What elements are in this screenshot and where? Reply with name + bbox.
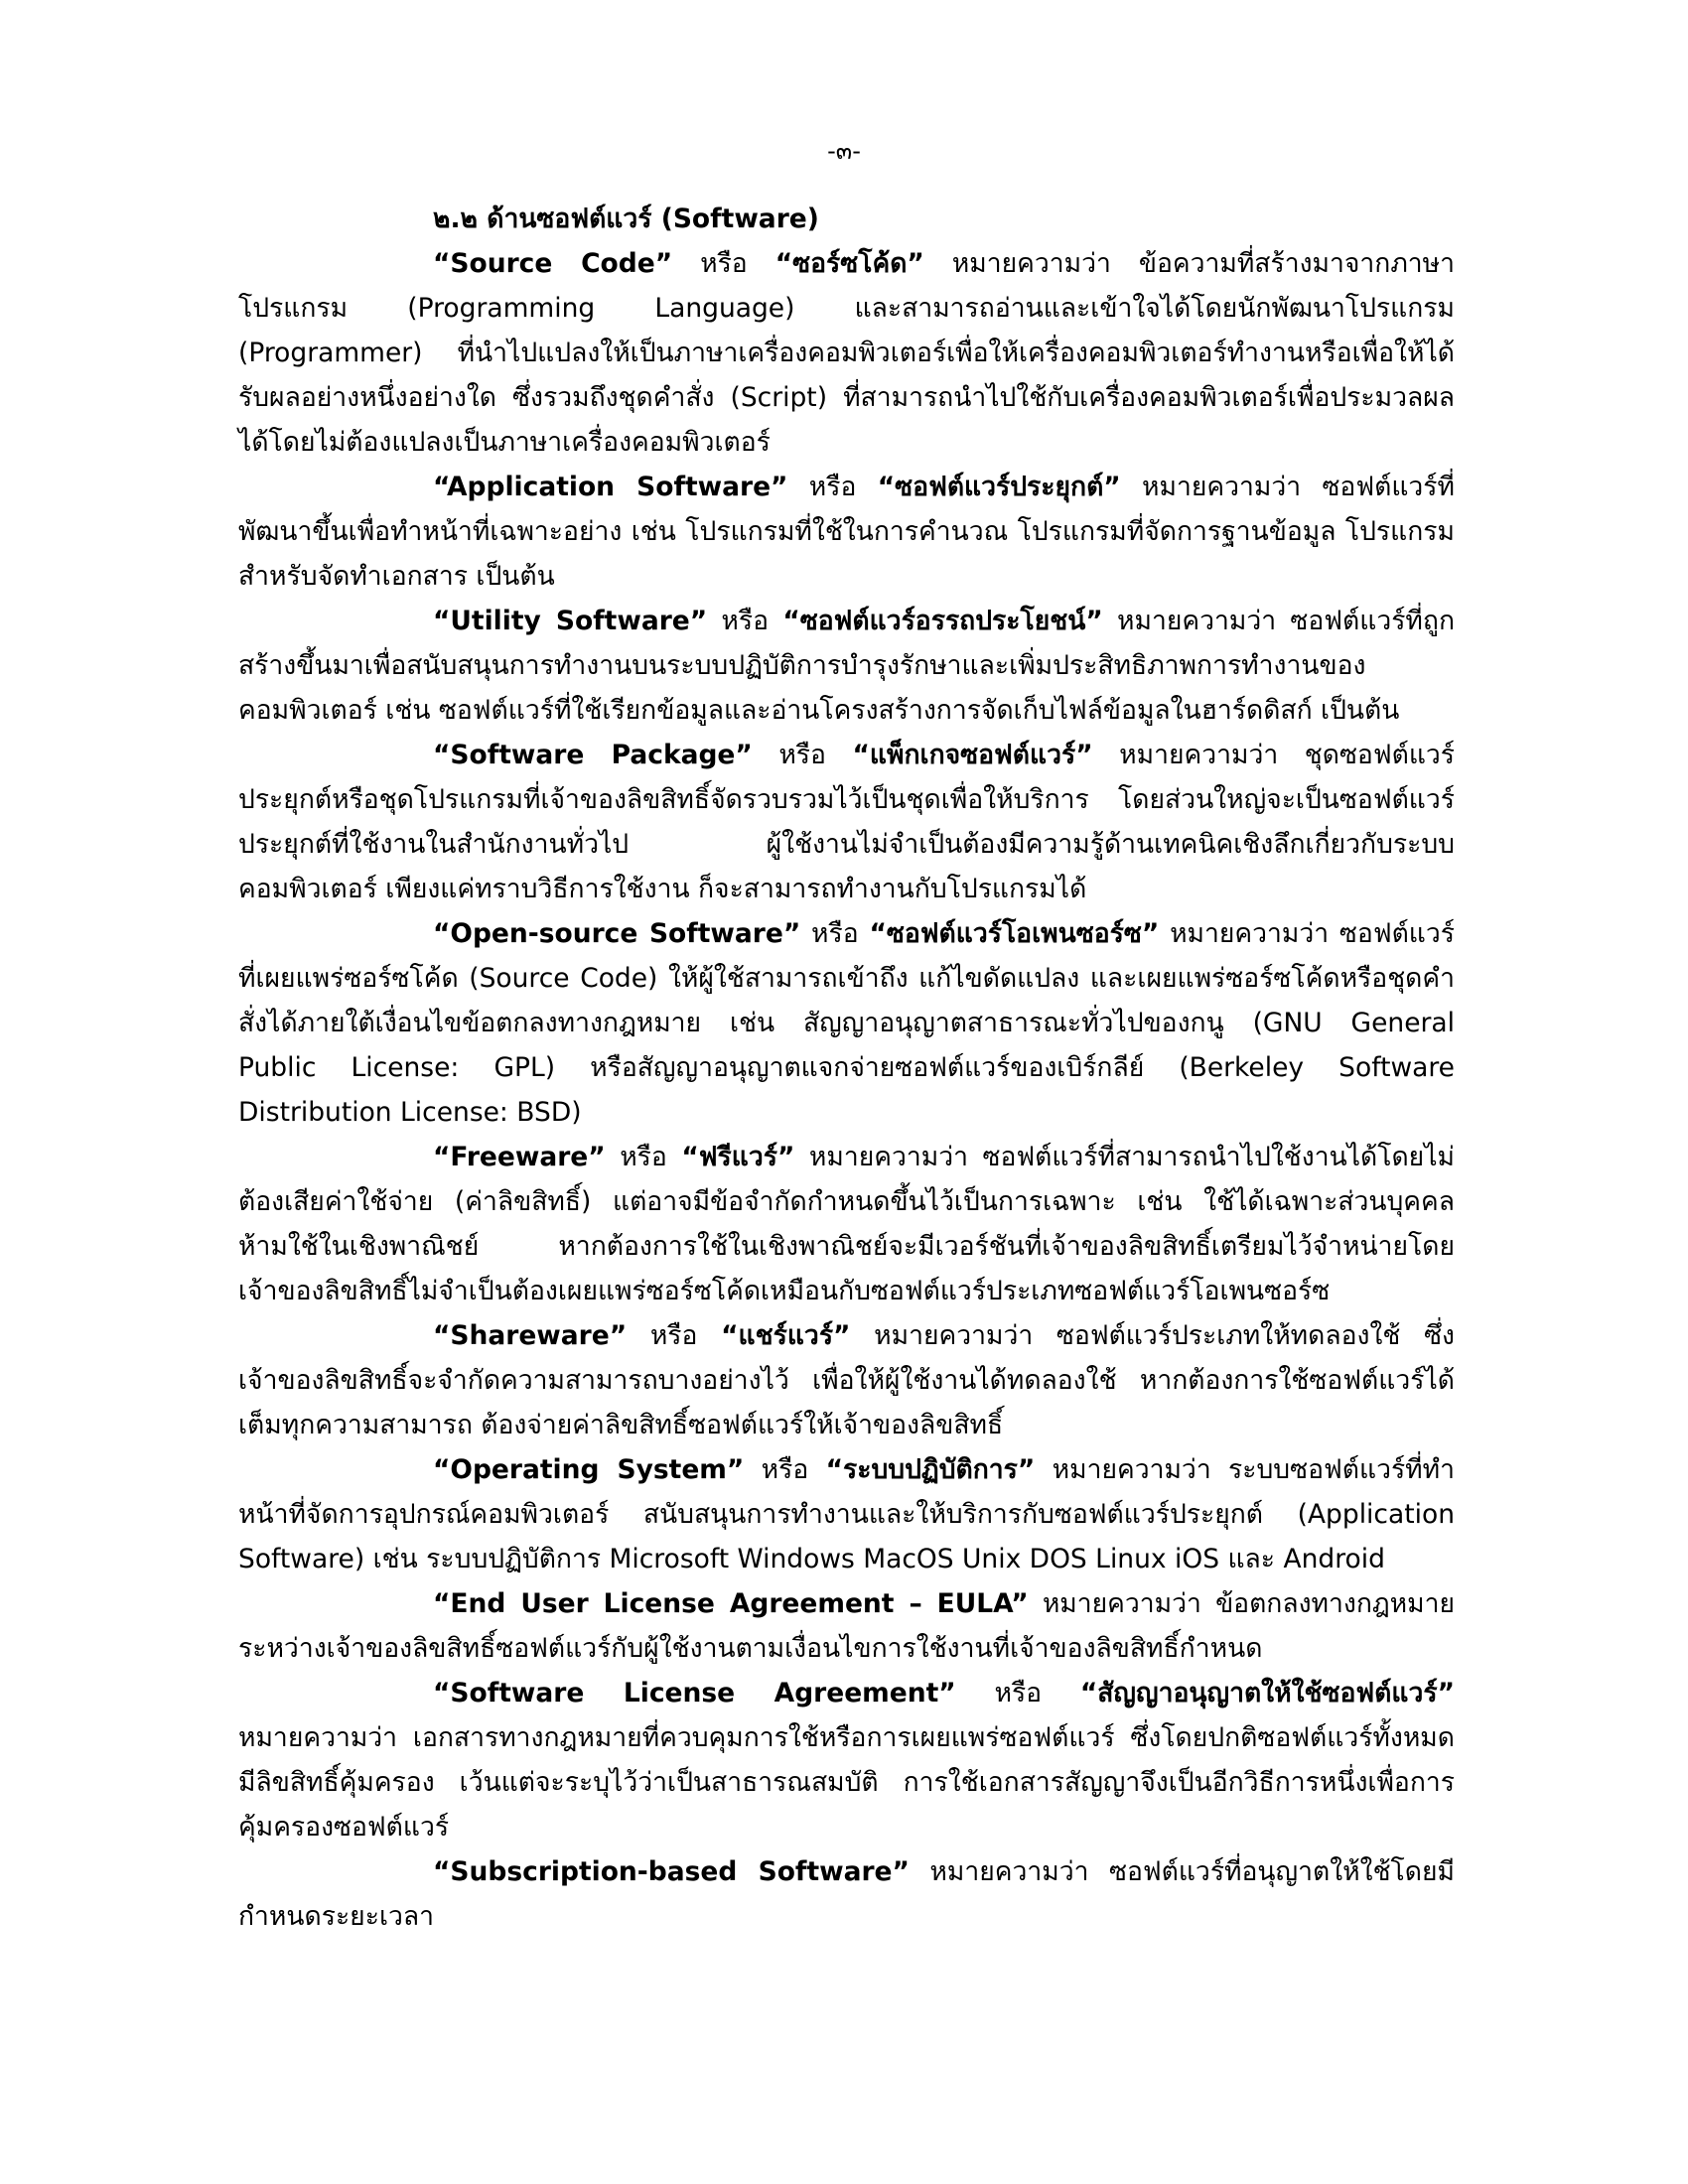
term-en: “Subscription-based Software” bbox=[433, 1856, 910, 1887]
term-th: “ซอฟต์แวร์โอเพนซอร์ซ” bbox=[869, 918, 1160, 949]
definition-text: หมายความว่า ข้อตกลงทางกฎหมายระหว่างเจ้าของลิขสิทธิ์ซอฟต์แวร์กับผู้ใช้งานตามเงื่อนไขการใช้งานที่เจ้าของลิขสิทธิ์กำหนด bbox=[238, 1588, 1455, 1664]
connector: หรือ bbox=[752, 740, 853, 770]
connector: หรือ bbox=[955, 1678, 1080, 1708]
definition-subscription-based-software bbox=[238, 1849, 1455, 1939]
connector: หรือ bbox=[787, 472, 878, 502]
definition-operating-system bbox=[238, 1447, 1455, 1581]
term-th: “ซอร์ซโค้ด” bbox=[774, 248, 924, 279]
definition-eula bbox=[238, 1581, 1455, 1671]
term-en: “Application Software” bbox=[433, 472, 788, 502]
definition-text: หมายความว่า ซอฟต์แวร์ที่ถูกสร้างขึ้นมาเพื่อสนับสนุนการทำงานบนระบบปฏิบัติการบำรุงรักษาและเพิ่มประสิทธิภาพการทำงานของคอมพิวเตอร์ เช่น ซอฟต์แวร์ที่ใช้เรียกข้อมูลและอ่านโครงสร้างการจัดเก็บไฟล์ข้อมูลในฮาร์ดดิสก์ เป็นต้น bbox=[238, 606, 1455, 726]
connector: หรือ bbox=[672, 248, 775, 279]
term-en: “Operating System” bbox=[433, 1454, 745, 1485]
connector: หรือ bbox=[627, 1320, 722, 1351]
term-en: “Utility Software” bbox=[433, 606, 708, 636]
definition-text: หมายความว่า ซอฟต์แวร์ที่พัฒนาขึ้นเพื่อทำหน้าที่เฉพาะอย่าง เช่น โปรแกรมที่ใช้ในการคำนวณ โปรแกรมที่จัดการฐานข้อมูล โปรแกรมสำหรับจัดทำเอกสาร เป็นต้น bbox=[238, 472, 1455, 592]
term-en: “Software License Agreement” bbox=[433, 1678, 956, 1708]
connector: หรือ bbox=[707, 606, 783, 636]
definition-application-software bbox=[238, 465, 1455, 599]
term-th: “แพ็กเกจซอฟต์แวร์” bbox=[852, 740, 1093, 770]
definition-text: หมายความว่า เอกสารทางกฎหมายที่ควบคุมการใช้หรือการเผยแพร่ซอฟต์แวร์ ซึ่งโดยปกติซอฟต์แวร์ทั้งหมดมีลิขสิทธิ์คุ้มครอง เว้นแต่จะระบุไว้ว่าเป็นสาธารณสมบัติ การใช้เอกสารสัญญาจึงเป็นอีกวิธีการหนึ่งเพื่อการคุ้มครองซอฟต์แวร์ bbox=[238, 1722, 1455, 1843]
definition-text: หมายความว่า ระบบซอฟต์แวร์ที่ทำหน้าที่จัดการอุปกรณ์คอมพิวเตอร์ สนับสนุนการทำงานและให้บริการกับซอฟต์แวร์ประยุกต์ (Application Software) เช่น ระบบปฏิบัติการ Microsoft Windows MacOS Unix DOS Linux iOS และ Android bbox=[238, 1454, 1455, 1574]
definition-text: หมายความว่า ซอฟต์แวร์ที่เผยแพร่ซอร์ซโค้ด (Source Code) ให้ผู้ใช้สามารถเข้าถึง แก้ไขดัดแปลง และเผยแพร่ซอร์ซโค้ดหรือชุดคำสั่งได้ภายใต้เงื่อนไขข้อตกลงทางกฎหมาย เช่น สัญญาอนุญาตสาธารณะทั่วไปของกนู (GNU General Public License: GPL) หรือสัญญาอนุญาตแจกจ่ายซอฟต์แวร์ของเบิร์กลีย์ (Berkeley Software Distribution License: BSD) bbox=[238, 918, 1455, 1128]
definition-software-package bbox=[238, 733, 1455, 911]
term-en: “Source Code” bbox=[433, 248, 673, 279]
term-th: “ซอฟต์แวร์ประยุกต์” bbox=[877, 472, 1121, 502]
term-th: “ระบบปฏิบัติการ” bbox=[825, 1454, 1036, 1485]
term-en: “End User License Agreement – EULA” bbox=[433, 1588, 1029, 1619]
definition-text: หมายความว่า ข้อความที่สร้างมาจากภาษาโปรแกรม (Programming Language) และสามารถอ่านและเข้าใจได้โดยนักพัฒนาโปรแกรม (Programmer) ที่นำไปแปลงให้เป็นภาษาเครื่องคอมพิวเตอร์เพื่อให้เครื่องคอมพิวเตอร์ทำงานหรือเพื่อให้ได้รับผลอย่างหนึ่งอย่างใด ซึ่งรวมถึงชุดคำสั่ง (Script) ที่สามารถนำไปใช้กับเครื่องคอมพิวเตอร์เพื่อประมวลผลได้โดยไม่ต้องแปลงเป็นภาษาเครื่องคอมพิวเตอร์ bbox=[238, 248, 1456, 458]
section-heading: ๒.๒ ด้านซอฟต์แวร์ (Software) bbox=[433, 204, 819, 234]
definition-text: หมายความว่า ซอฟต์แวร์ที่อนุญาตให้ใช้โดยมีกำหนดระยะเวลา bbox=[238, 1856, 1455, 1932]
term-th: “ซอฟต์แวร์อรรถประโยชน์” bbox=[782, 606, 1103, 636]
definition-text: หมายความว่า ชุดซอฟต์แวร์ประยุกต์หรือชุดโปรแกรมที่เจ้าของลิขสิทธิ์จัดรวบรวมไว้เป็นชุดเพื่อให้บริการ โดยส่วนใหญ่จะเป็นซอฟต์แวร์ประยุกต์ที่ใช้งานในสำนักงานทั่วไป ผู้ใช้งานไม่จำเป็นต้องมีความรู้ด้านเทคนิคเชิงลึกเกี่ยวกับระบบคอมพิวเตอร์ เพียงแค่ทราบวิธีการใช้งาน ก็จะสามารถทำงานกับโปรแกรมได้ bbox=[238, 740, 1456, 904]
document-body bbox=[238, 197, 1455, 1939]
term-en: “Open-source Software” bbox=[433, 918, 801, 949]
definition-software-license-agreement bbox=[238, 1671, 1455, 1849]
definition-shareware bbox=[238, 1313, 1455, 1447]
definition-text: หมายความว่า ซอฟต์แวร์ที่สามารถนำไปใช้งานได้โดยไม่ต้องเสียค่าใช้จ่าย (ค่าลิขสิทธิ์) แต่อาจมีข้อจำกัดกำหนดขึ้นไว้เป็นการเฉพาะ เช่น ใช้ได้เฉพาะส่วนบุคคล ห้ามใช้ในเชิงพาณิชย์ หากต้องการใช้ในเชิงพาณิชย์จะมีเวอร์ชันที่เจ้าของลิขสิทธิ์เตรียมไว้จำหน่ายโดยเจ้าของลิขสิทธิ์ไม่จำเป็นต้องเผยแพร่ซอร์ซโค้ดเหมือนกับซอฟต์แวร์ประเภทซอฟต์แวร์โอเพนซอร์ซ bbox=[238, 1142, 1456, 1306]
connector: หรือ bbox=[800, 918, 870, 949]
term-th: “แชร์แวร์” bbox=[721, 1320, 851, 1351]
term-th: “สัญญาอนุญาตให้ใช้ซอฟต์แวร์” bbox=[1079, 1678, 1455, 1708]
term-th: “ฟรีแวร์” bbox=[681, 1142, 795, 1172]
connector: หรือ bbox=[605, 1142, 682, 1172]
term-en: “Software Package” bbox=[433, 740, 753, 770]
definition-text: หมายความว่า ซอฟต์แวร์ประเภทให้ทดลองใช้ ซึ่งเจ้าของลิขสิทธิ์จะจำกัดความสามารถบางอย่างไว้ เพื่อให้ผู้ใช้งานได้ทดลองใช้ หากต้องการใช้ซอฟต์แวร์ได้เต็มทุกความสามารถ ต้องจ่ายค่าลิขสิทธิ์ซอฟต์แวร์ให้เจ้าของลิขสิทธิ์ bbox=[238, 1320, 1455, 1440]
connector: หรือ bbox=[744, 1454, 826, 1485]
definition-utility-software bbox=[238, 599, 1455, 733]
term-en: “Shareware” bbox=[433, 1320, 628, 1351]
page-number: -๓- bbox=[827, 137, 861, 165]
definition-source-code bbox=[238, 241, 1455, 465]
definition-open-source-software bbox=[238, 911, 1455, 1135]
term-en: “Freeware” bbox=[433, 1142, 606, 1172]
definition-freeware bbox=[238, 1135, 1455, 1313]
